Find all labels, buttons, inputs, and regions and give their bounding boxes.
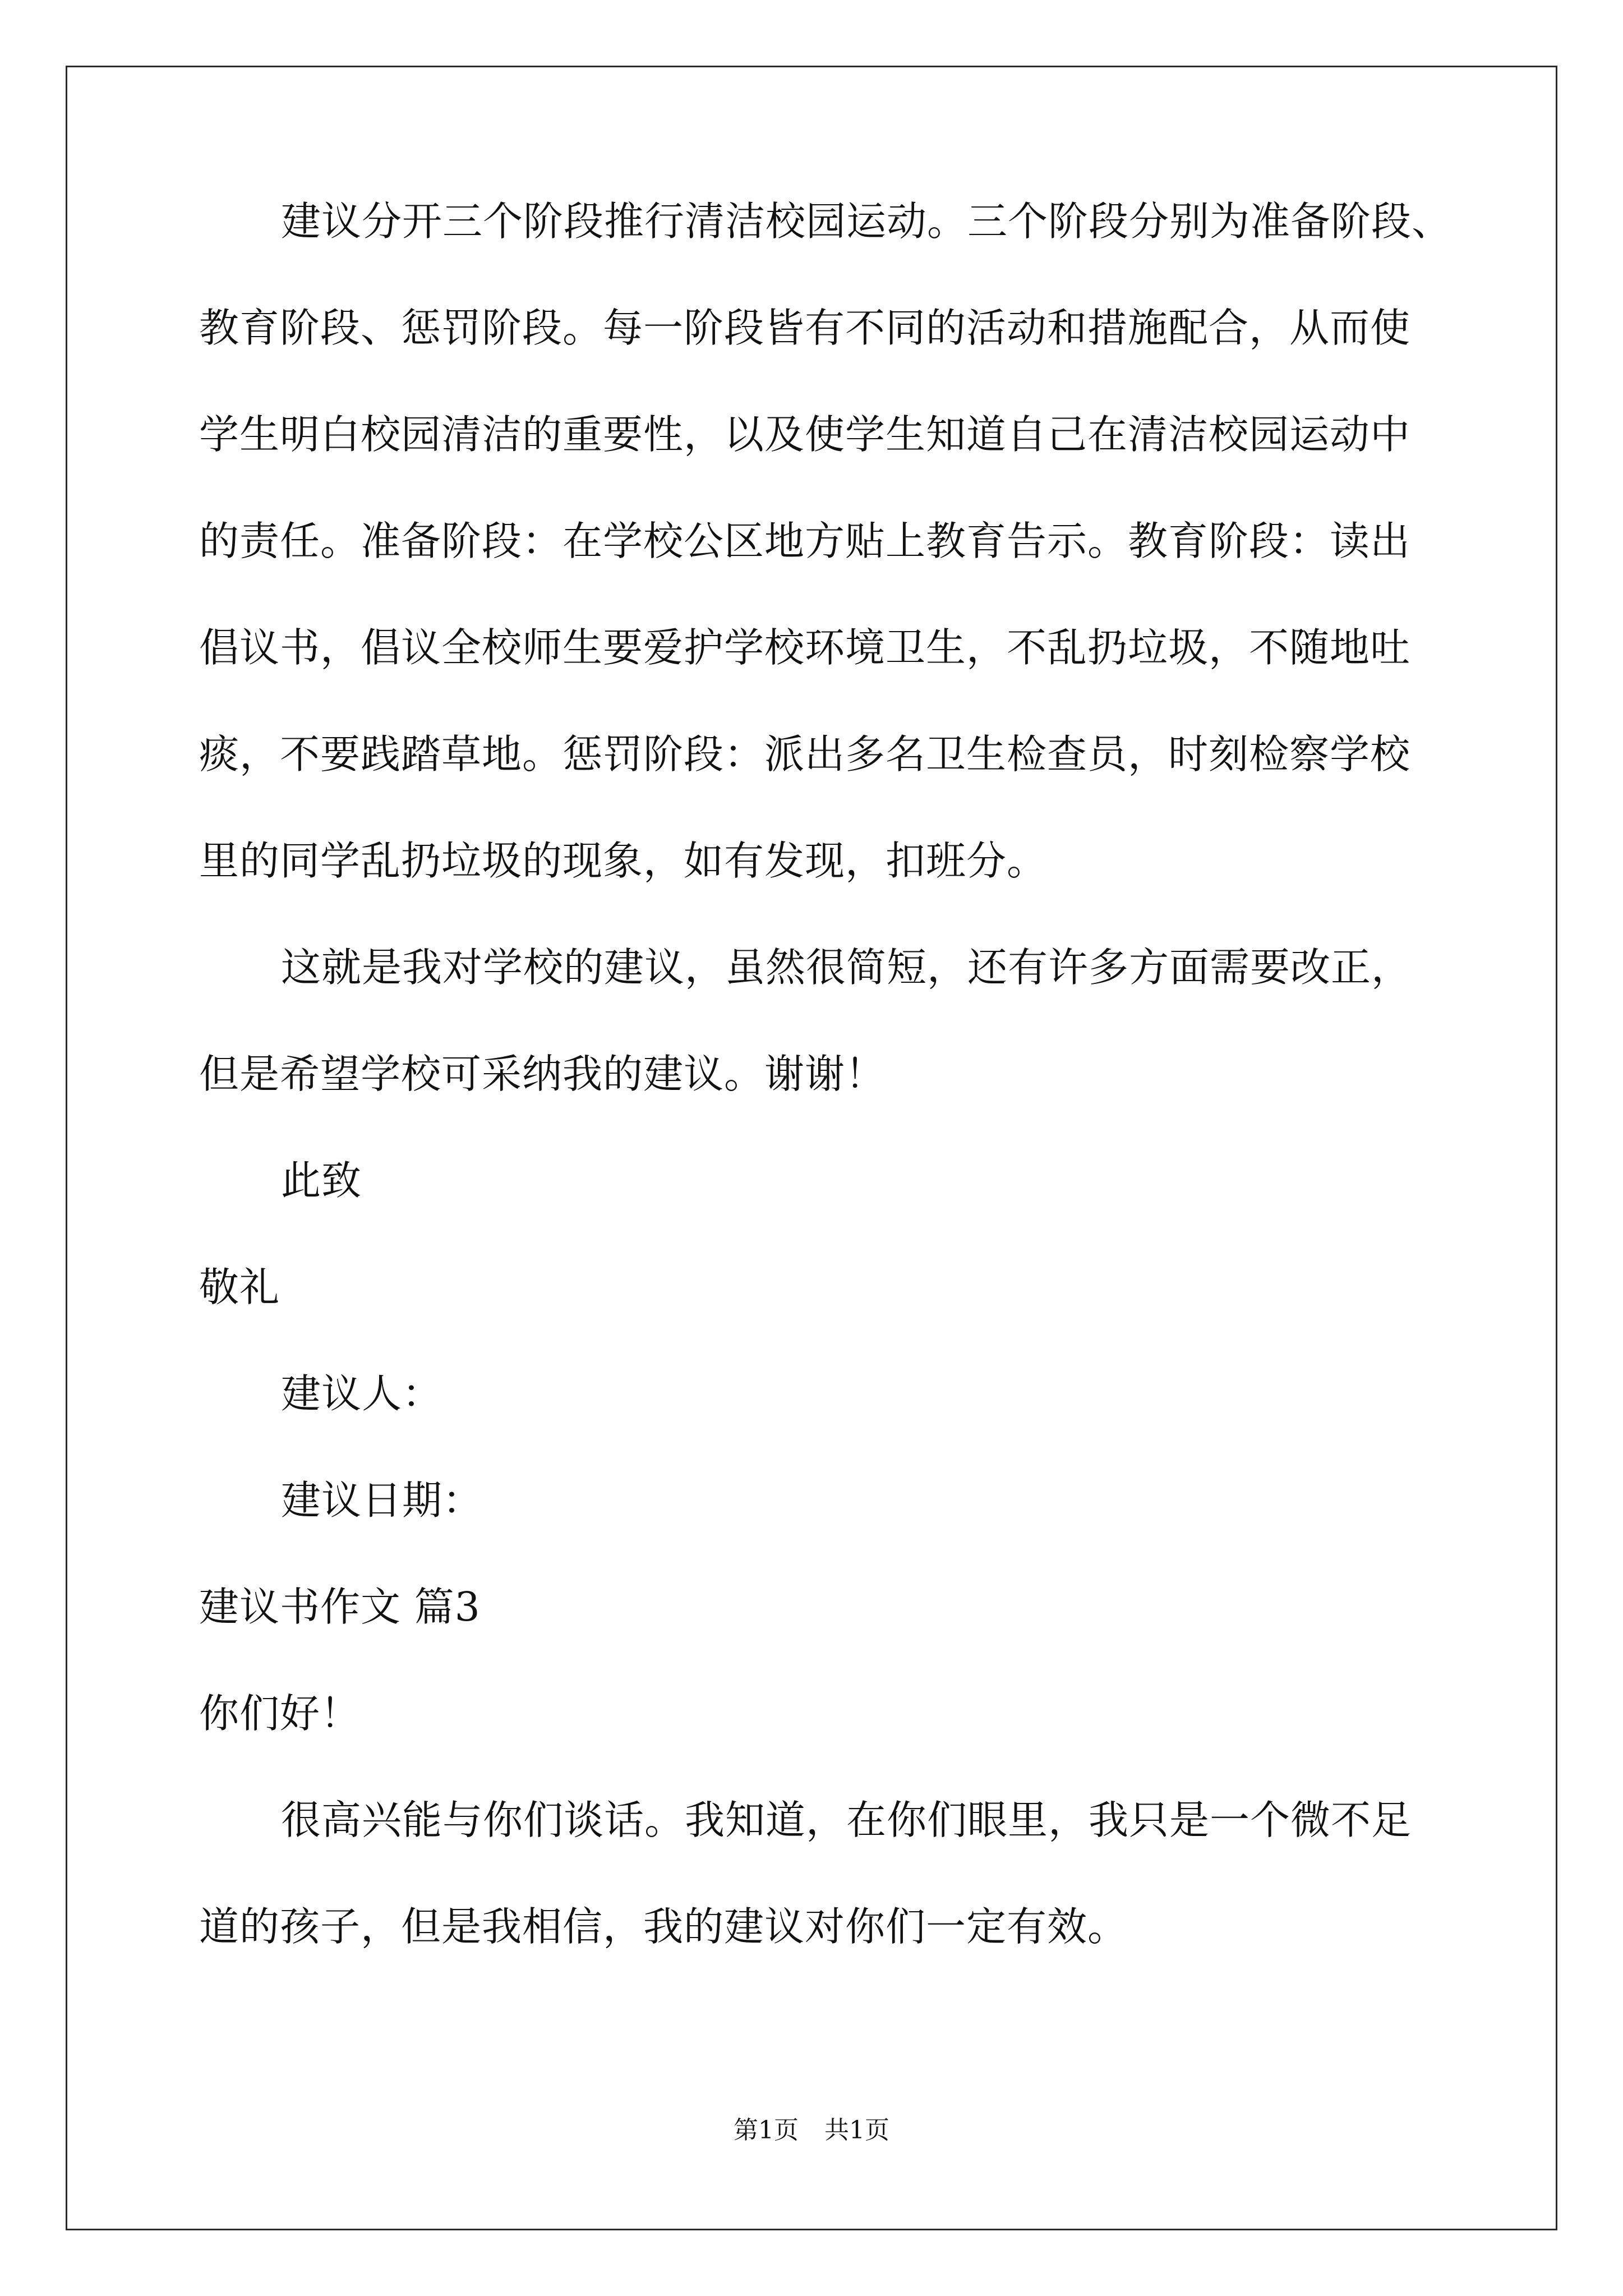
paragraph-2-line-1: 这就是我对学校的建议，虽然很简短，还有许多方面需要改正， [281, 944, 1412, 991]
closing-regards: 敬礼 [199, 1264, 280, 1310]
paragraph-1-line-4: 的责任。准备阶段：在学校公区地方贴上教育告示。教育阶段：读出 [199, 518, 1411, 564]
paragraph-1-line-3: 学生明白校园清洁的重要性，以及使学生知道自己在清洁校园运动中 [199, 411, 1411, 458]
page-number-current: 第1页 [734, 2116, 799, 2145]
paragraph-1-line-1: 建议分开三个阶段推行清洁校园运动。三个阶段分别为准备阶段、 [281, 198, 1453, 245]
page-footer [0, 2114, 1623, 2147]
paragraph-1-line-6: 痰，不要践踏草地。惩罚阶段：派出多名卫生检查员，时刻检察学校 [199, 731, 1411, 777]
paragraph-1-line-5: 倡议书，倡议全校师生要爱护学校环境卫生，不乱扔垃圾，不随地吐 [199, 624, 1411, 671]
greeting: 你们好！ [199, 1690, 361, 1737]
section-title: 建议书作文 篇3 [199, 1584, 481, 1630]
page-number-total: 共1页 [824, 2116, 889, 2145]
closing-salutation: 此致 [281, 1157, 362, 1204]
date-label: 建议日期： [281, 1477, 483, 1524]
paragraph-2-line-2: 但是希望学校可采纳我的建议。谢谢！ [199, 1051, 886, 1097]
paragraph-1-line-7: 里的同学乱扔垃圾的现象，如有发现，扣班分。 [199, 838, 1048, 884]
signer-label: 建议人： [281, 1370, 443, 1417]
paragraph-3-line-2: 道的孩子，但是我相信，我的建议对你们一定有效。 [199, 1903, 1128, 1950]
paragraph-1-line-2: 教育阶段、惩罚阶段。每一阶段皆有不同的活动和措施配合，从而使 [199, 305, 1411, 351]
paragraph-3-line-1: 很高兴能与你们谈话。我知道，在你们眼里，我只是一个微不足 [281, 1797, 1412, 1843]
